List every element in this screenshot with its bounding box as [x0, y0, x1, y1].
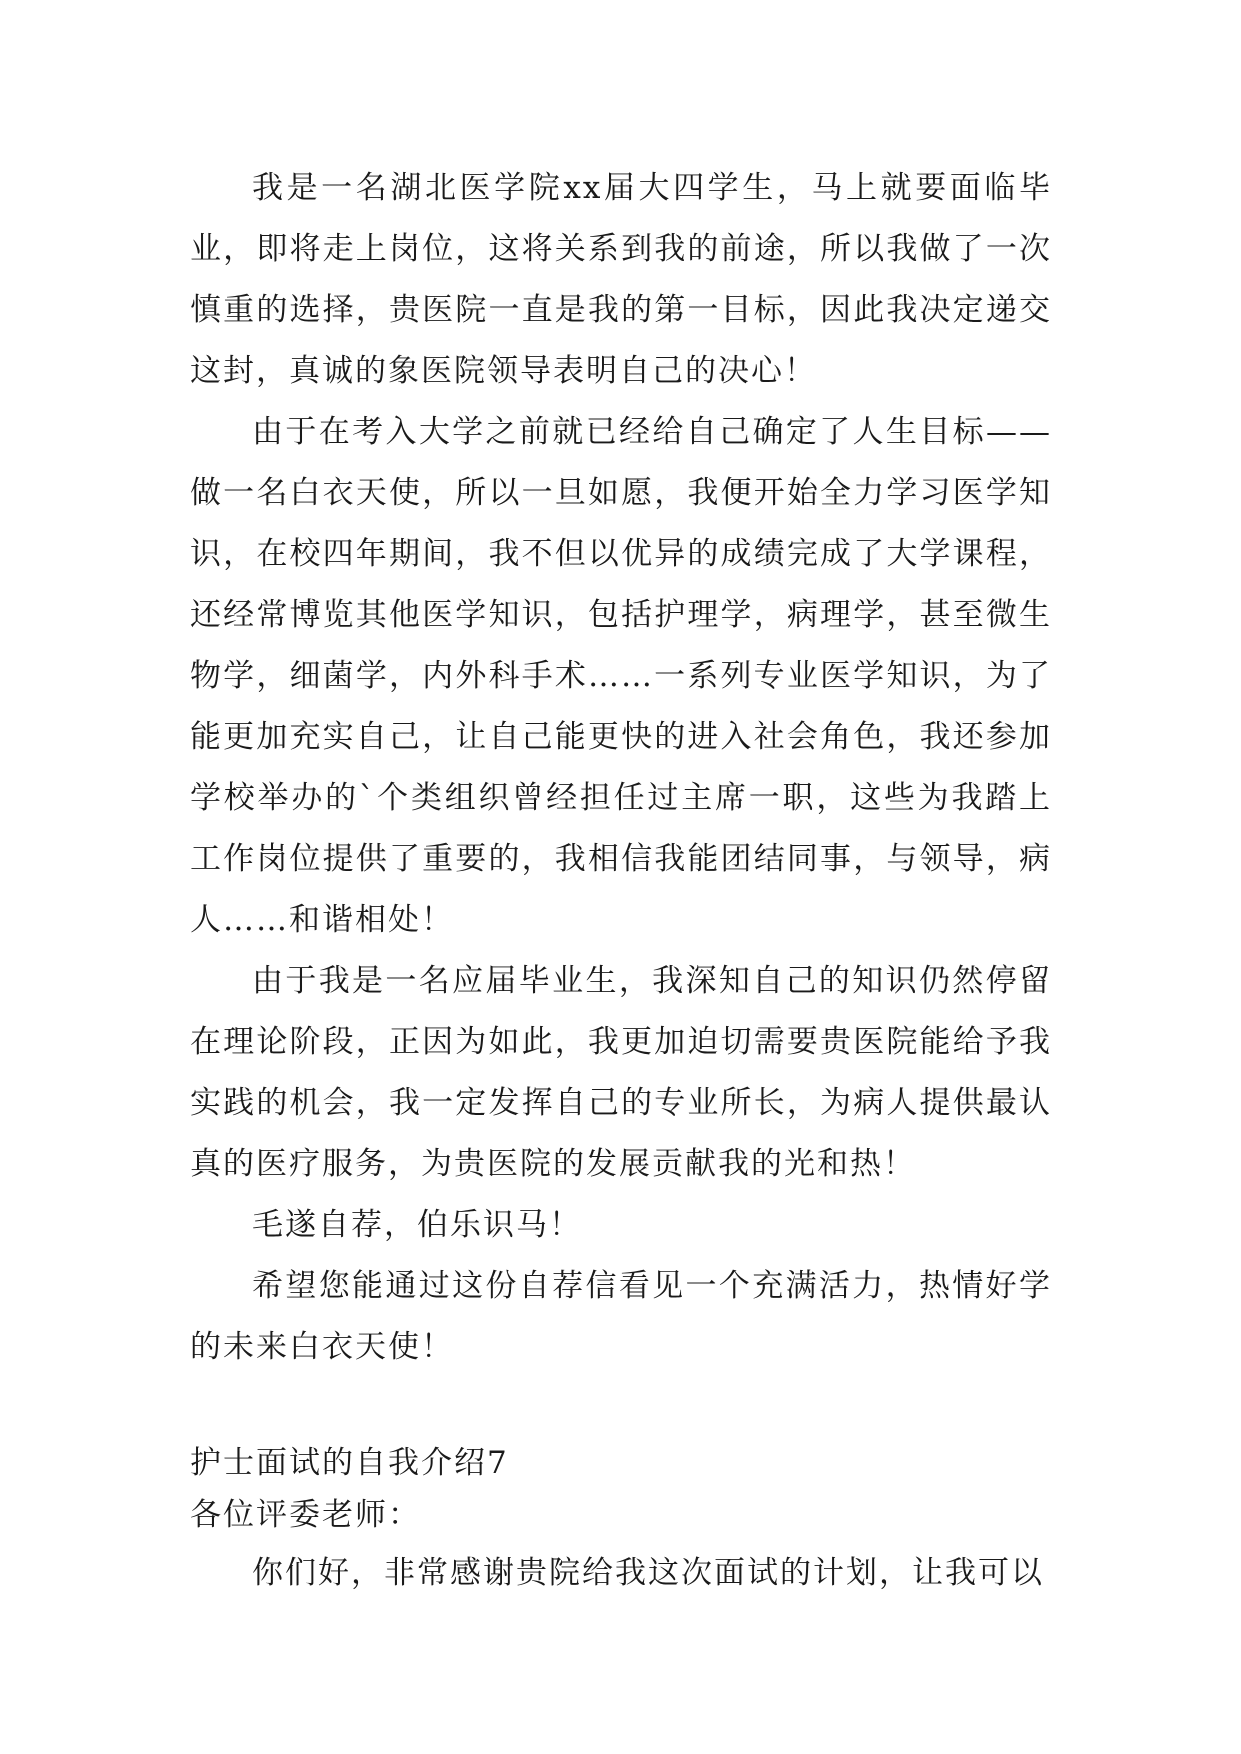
document-body	[190, 158, 1052, 1604]
paragraph-study: 由于在考入大学之前就已经给自己确定了人生目标——做一名白衣天使，所以一旦如愿，我便开始全力学习医学知识，在校四年期间，我不但以优异的成绩完成了大学课程，还经常博览其他医学知识，包括护理学，病理学，甚至微生物学，细菌学，内外科手术……一系列专业医学知识，为了能更加充实自己，让自己能更快的进入社会角色，我还参加学校举办的`个类组织曾经担任过主席一职，这些为我踏上工作岗位提供了重要的，我相信我能团结同事，与领导，病人……和谐相处！	[190, 414, 1052, 938]
paragraph-intro: 我是一名湖北医学院xx届大四学生，马上就要面临毕业，即将走上岗位，这将关系到我的前途，所以我做了一次慎重的选择，贵医院一直是我的第一目标，因此我决定递交这封，真诚的象医院领导表明自己的决心！	[190, 170, 1052, 389]
paragraph-practice: 由于我是一名应届毕业生，我深知自己的知识仍然停留在理论阶段，正因为如此，我更加迫切需要贵医院能给予我实践的机会，我一定发挥自己的专业所长，为病人提供最认真的医疗服务，为贵医院的发展贡献我的光和热！	[190, 963, 1052, 1182]
greeting-line: 各位评委老师：	[190, 1497, 421, 1533]
paragraph-slogan: 毛遂自荐，伯乐识马！	[252, 1207, 582, 1243]
section-spacer	[190, 1378, 1052, 1440]
paragraph-opening: 你们好，非常感谢贵院给我这次面试的计划，让我可以	[252, 1555, 1044, 1591]
section-title: 护士面试的自我介绍7	[190, 1445, 509, 1481]
paragraph-closing: 希望您能通过这份自荐信看见一个充满活力，热情好学的未来白衣天使！	[190, 1268, 1052, 1365]
